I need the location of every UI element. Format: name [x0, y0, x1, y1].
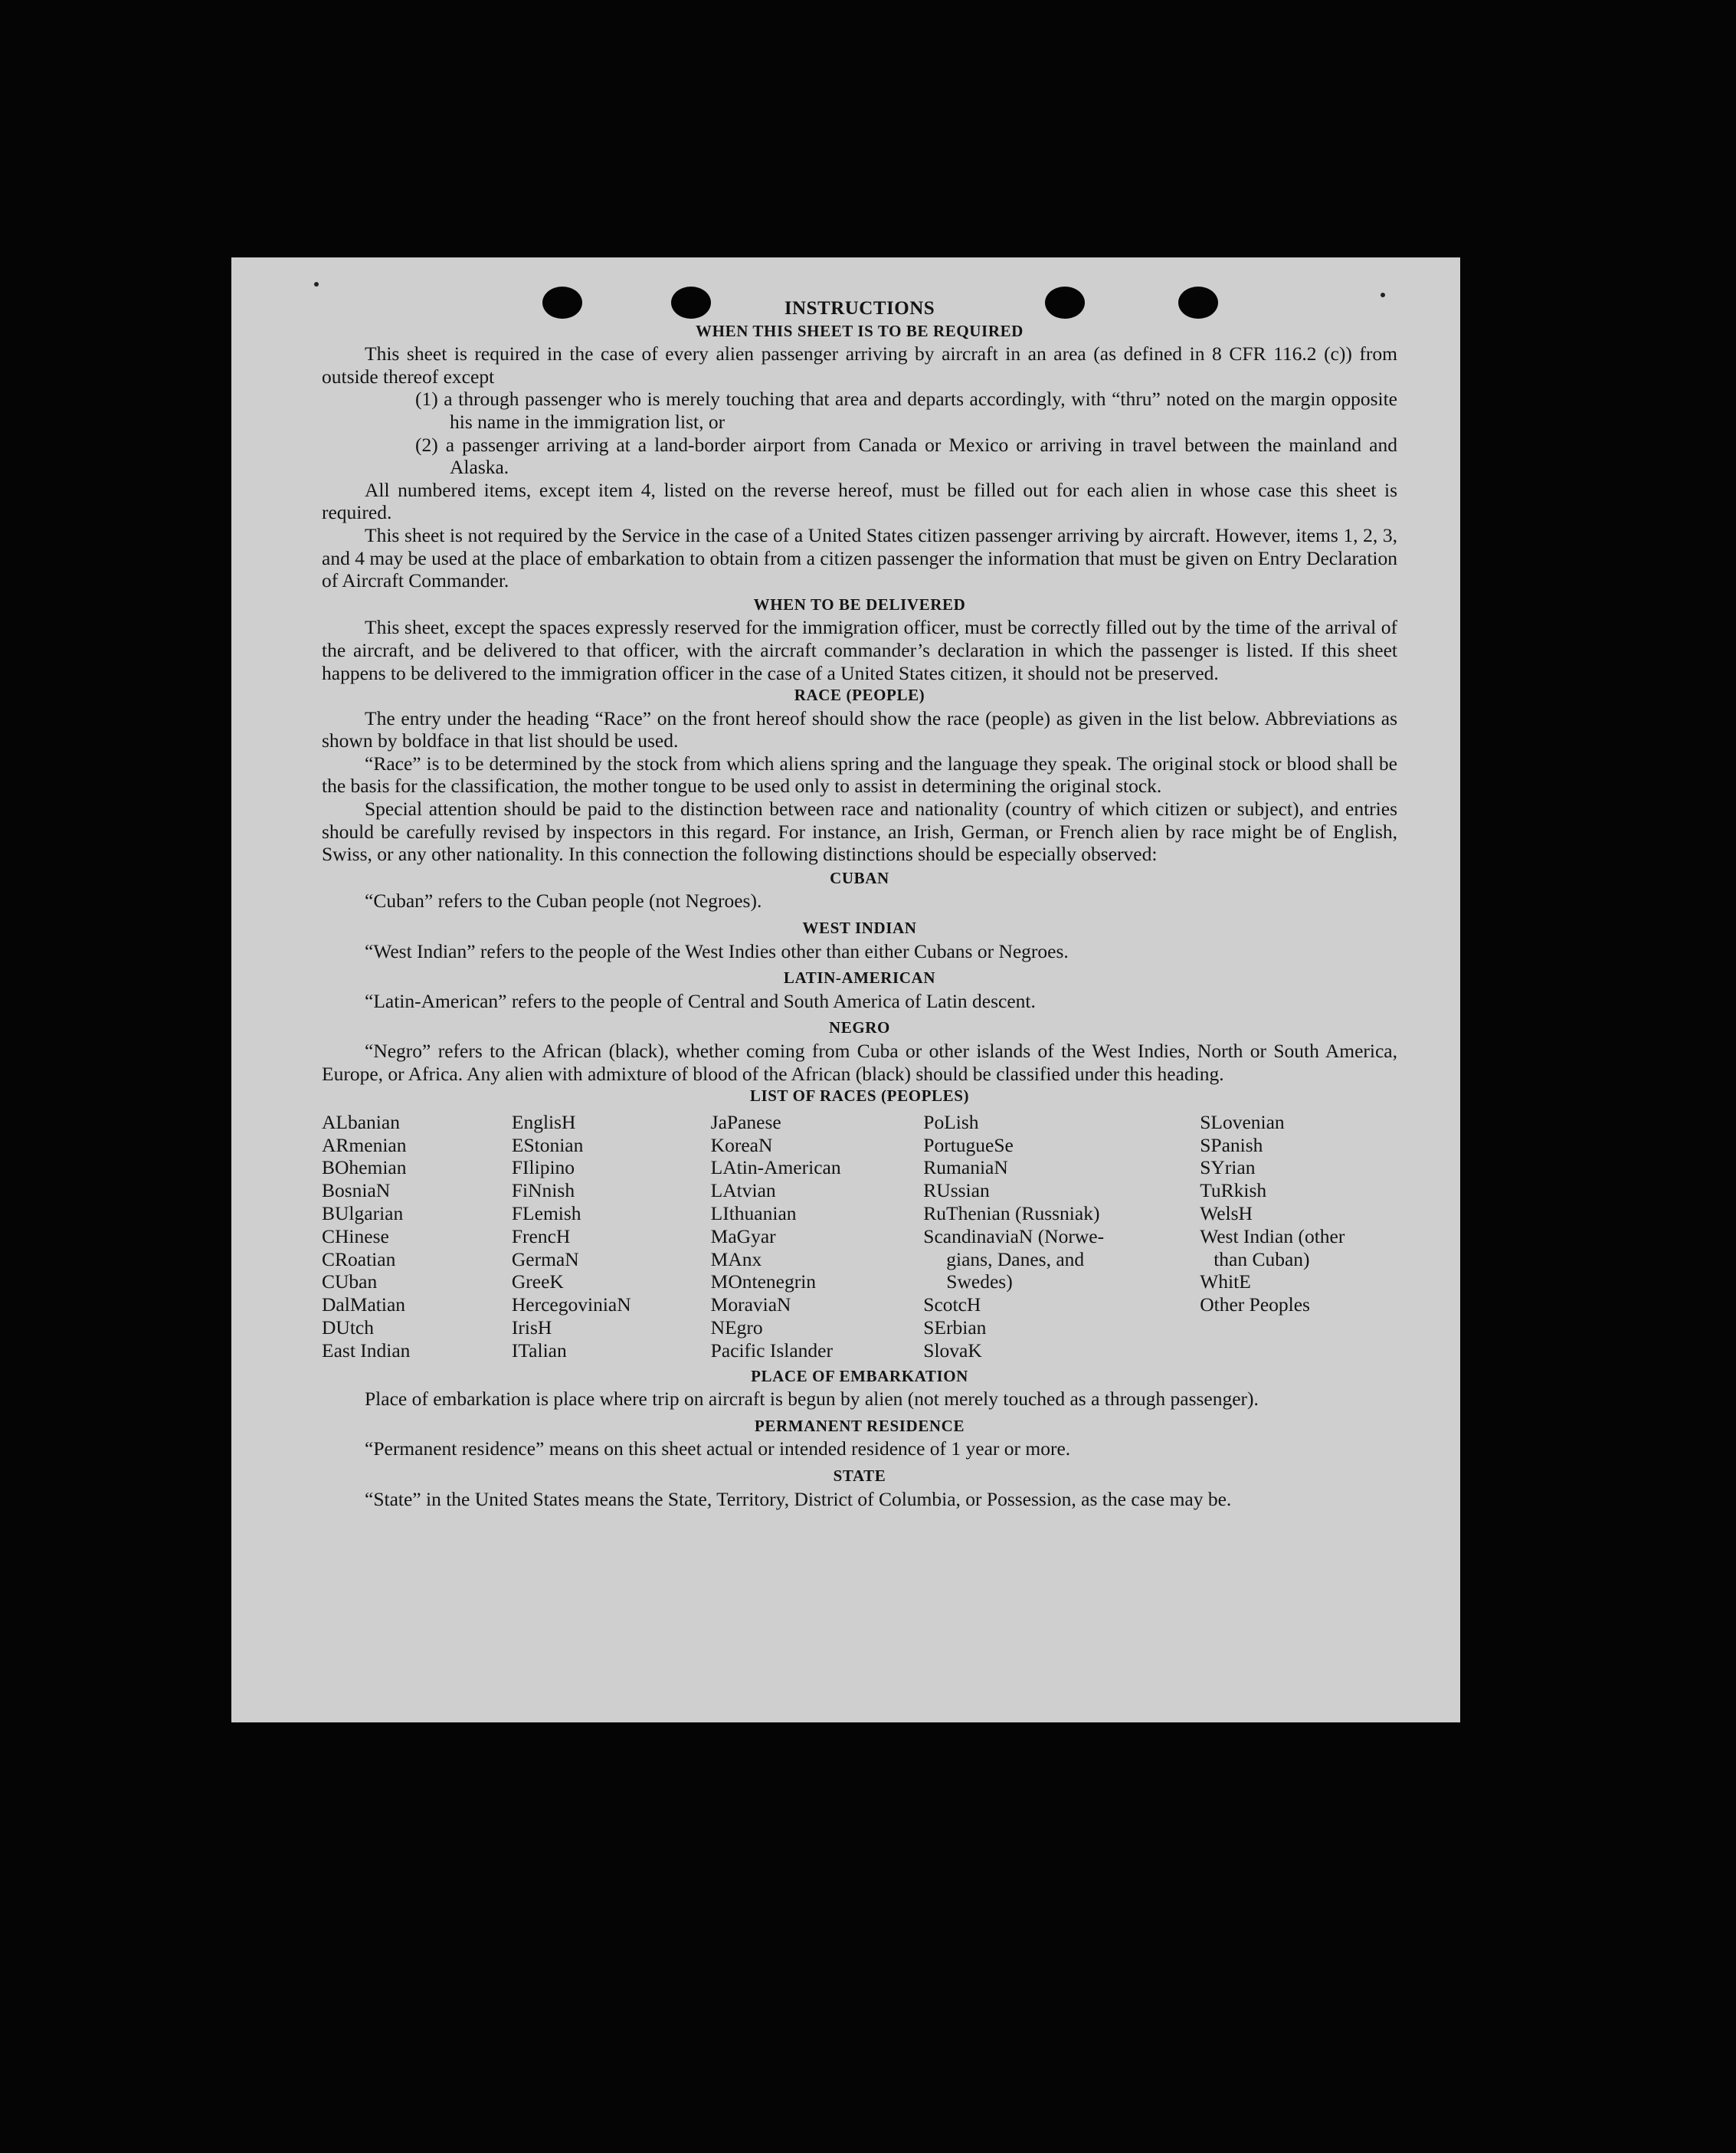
paragraph: This sheet is not required by the Service in the case of a United States citizen passenger arriving by aircraft. However, items 1, 2, 3, and 4 may be used at the place of embarkation to obtain from a citizen passenger the information that must be given on Entry Declaration of Aircraft Commander.	[322, 523, 1397, 592]
race-item: PortugueSe	[923, 1133, 1014, 1156]
punch-hole	[671, 287, 711, 319]
section-heading-west-indian: WEST INDIAN	[802, 919, 917, 938]
paragraph: All numbered items, except item 4, listed on the reverse hereof, must be filled out for each alien in whose case this sheet is required.	[322, 478, 1397, 524]
list-item: (1) a through passenger who is merely touching that area and departs accordingly, with “thru” noted on the margin opposite his name in the immigration list, or	[415, 388, 1397, 433]
race-item: East Indian	[322, 1339, 411, 1362]
race-item: ScandinaviaN (Norwe-	[923, 1224, 1105, 1247]
race-column	[322, 1111, 512, 1362]
race-item: RuThenian (Russniak)	[923, 1201, 1100, 1224]
race-item: MaGyar	[710, 1224, 776, 1247]
race-item: than Cuban)	[1214, 1247, 1310, 1270]
race-item: MAnx	[710, 1247, 762, 1270]
race-item: West Indian (other	[1200, 1224, 1345, 1247]
punch-hole	[1178, 287, 1218, 319]
race-item: FLemish	[511, 1201, 581, 1224]
race-item: SLovenian	[1200, 1110, 1285, 1133]
punch-hole	[542, 287, 582, 319]
race-item: KoreaN	[710, 1133, 773, 1156]
race-item: GermaN	[511, 1247, 579, 1270]
paragraph: “West Indian” refers to the people of the West Indies other than either Cubans or Negroes.	[365, 939, 1069, 962]
race-item: WhitE	[1200, 1270, 1251, 1293]
paragraph: “Race” is to be determined by the stock from which aliens spring and the language they speak. The original stock or blood shall be the basis for the classification, the mother tongue to be used only to assist in determining the original stock.	[322, 752, 1397, 798]
race-item: FiNnish	[511, 1179, 575, 1202]
race-item: SErbian	[923, 1316, 987, 1339]
paragraph: Special attention should be paid to the distinction between race and nationality (country of which citizen or subject), and entries should be carefully revised by inspectors in this regard. For instance, an Irish, German, or French alien by race might be of English, Swiss, or any other nationality. In this connection the following distinctions should be especially observed:	[322, 798, 1397, 866]
race-item: RumaniaN	[923, 1156, 1008, 1179]
race-item: PoLish	[923, 1110, 979, 1133]
instruction-sheet	[231, 257, 1460, 1722]
paragraph: “Negro” refers to the African (black), whether coming from Cuba or other islands of the West Indies, North or South America, Europe, or Africa. Any alien with admixture of blood of the African (black) should be classified under this heading.	[322, 1040, 1397, 1085]
race-item: BUlgarian	[322, 1201, 404, 1224]
race-item: SYrian	[1200, 1156, 1256, 1179]
race-item: DalMatian	[322, 1293, 406, 1316]
race-list	[322, 1111, 1397, 1362]
section-heading-cuban: CUBAN	[830, 868, 889, 887]
race-column	[512, 1111, 711, 1362]
race-item: LAtvian	[710, 1179, 776, 1202]
section-heading-state: STATE	[833, 1466, 886, 1485]
race-item: SlovaK	[923, 1339, 982, 1362]
paragraph: This sheet is required in the case of every alien passenger arriving by aircraft in an area (as defined in 8 CFR 116.2 (c)) from outside thereof except	[322, 342, 1397, 388]
race-item: NEgro	[710, 1316, 763, 1339]
race-item: ScotcH	[923, 1293, 981, 1316]
paragraph: Place of embarkation is place where trip on aircraft is begun by alien (not merely touched as a through passenger).	[365, 1388, 1259, 1411]
race-column	[1200, 1111, 1397, 1362]
paragraph: “Cuban” refers to the Cuban people (not Negroes).	[365, 890, 762, 913]
section-heading-race: RACE (PEOPLE)	[794, 686, 925, 705]
race-item: gians, Danes, and	[946, 1247, 1085, 1270]
paragraph: “State” in the United States means the State, Territory, District of Columbia, or Possession, as the case may be.	[365, 1487, 1232, 1510]
race-item: IrisH	[511, 1316, 552, 1339]
race-item: Swedes)	[946, 1270, 1013, 1293]
pen-mark	[1381, 293, 1385, 297]
list-item: (2) a passenger arriving at a land-border airport from Canada or Mexico or arriving in travel between the mainland and Alaska.	[415, 433, 1397, 479]
race-item: GreeK	[511, 1270, 564, 1293]
race-item: HercegoviniaN	[511, 1293, 631, 1316]
punch-hole	[1045, 287, 1085, 319]
race-item: EnglisH	[511, 1110, 576, 1133]
race-item: MoraviaN	[710, 1293, 791, 1316]
race-item: WelsH	[1200, 1201, 1253, 1224]
section-heading-embarkation: PLACE OF EMBARKATION	[751, 1366, 968, 1385]
race-column	[711, 1111, 924, 1362]
race-item: LAtin-American	[710, 1156, 841, 1179]
race-item: MOntenegrin	[710, 1270, 817, 1293]
race-item: LIthuanian	[710, 1201, 797, 1224]
paragraph: “Permanent residence” means on this sheet actual or intended residence of 1 year or more.	[365, 1437, 1071, 1460]
race-column	[923, 1111, 1200, 1362]
section-heading-negro: NEGRO	[828, 1018, 890, 1037]
race-item: FrencH	[511, 1224, 571, 1247]
race-item: JaPanese	[710, 1110, 781, 1133]
paragraph: This sheet, except the spaces expressly reserved for the immigration officer, must be correctly filled out by the time of the arrival of the aircraft, and be delivered to that officer, with the aircraft commander’s declaration in which the passenger is listed. If this sheet happens to be delivered to the immigration officer in the case of a United States citizen, it should not be preserved.	[322, 616, 1397, 684]
section-heading-latin-american: LATIN-AMERICAN	[783, 968, 936, 988]
race-item: SPanish	[1200, 1133, 1263, 1156]
page-title: INSTRUCTIONS	[784, 298, 935, 319]
section-heading-residence: PERMANENT RESIDENCE	[754, 1416, 965, 1435]
paragraph: The entry under the heading “Race” on the front hereof should show the race (people) as given in the list below. Abbreviations as shown by boldface in that list should be used.	[322, 706, 1397, 752]
race-item: CHinese	[322, 1224, 389, 1247]
race-item: BOhemian	[322, 1156, 407, 1179]
section-heading-required: WHEN THIS SHEET IS TO BE REQUIRED	[696, 321, 1024, 340]
section-heading-delivered: WHEN TO BE DELIVERED	[753, 595, 966, 614]
pen-mark	[314, 282, 319, 287]
paragraph: “Latin-American” refers to the people of Central and South America of Latin descent.	[365, 989, 1036, 1012]
race-item: EStonian	[511, 1133, 584, 1156]
race-item: ARmenian	[322, 1133, 407, 1156]
race-item: CUban	[322, 1270, 378, 1293]
race-item: DUtch	[322, 1316, 374, 1339]
race-item: FIlipino	[511, 1156, 575, 1179]
race-item: CRoatian	[322, 1247, 396, 1270]
race-item: Pacific Islander	[710, 1339, 833, 1362]
race-item: ALbanian	[322, 1110, 400, 1133]
section-heading-list-of-races: LIST OF RACES (PEOPLES)	[749, 1086, 970, 1106]
race-item: TuRkish	[1200, 1179, 1267, 1202]
race-item: RUssian	[923, 1179, 990, 1202]
race-item: ITalian	[511, 1339, 567, 1362]
race-item: Other Peoples	[1200, 1293, 1310, 1316]
race-item: BosniaN	[322, 1179, 391, 1202]
